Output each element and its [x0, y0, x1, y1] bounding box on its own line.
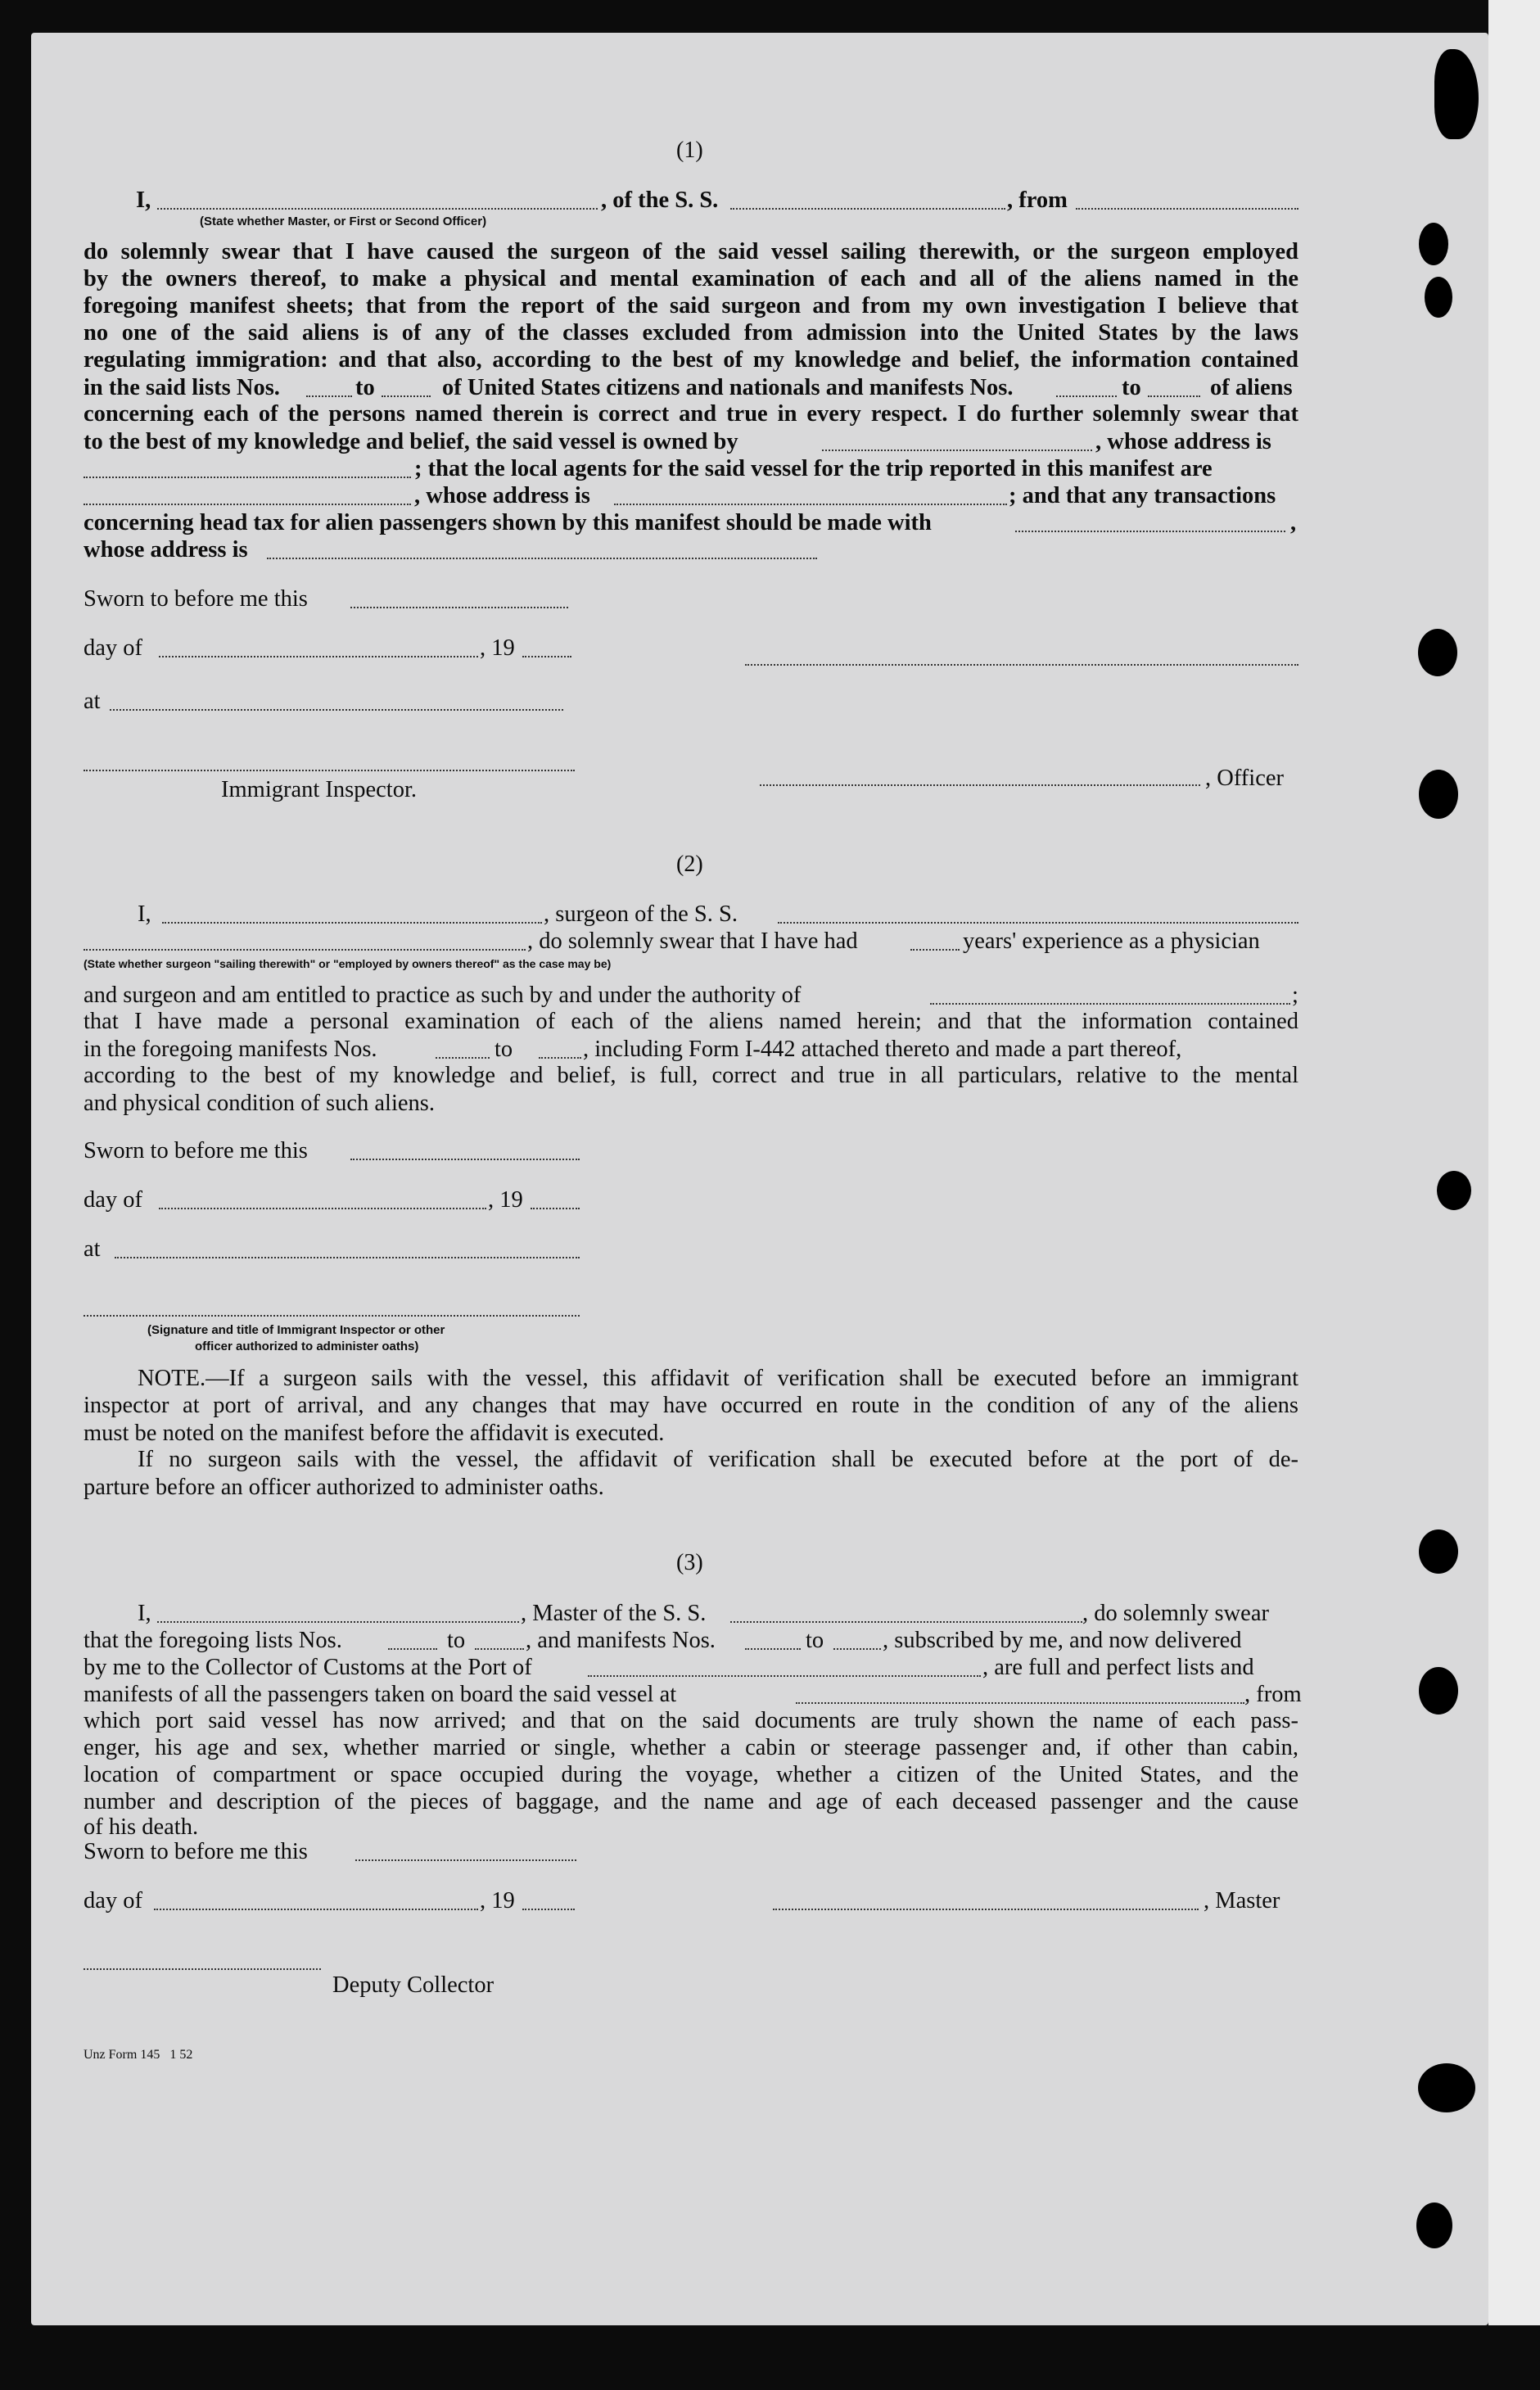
s1-address-label-1: , whose address is — [1095, 429, 1271, 454]
s3-dayof-label: day of — [84, 1888, 143, 1913]
s3-para-line7: location of compartment or space occupied during the voyage, whether a citizen of the United States, and the — [84, 1762, 1298, 1787]
s1-master-signature-field[interactable] — [745, 664, 1298, 666]
s1-dayof-label: day of — [84, 635, 143, 661]
s3-manifests-label: , and manifests Nos. — [526, 1628, 716, 1653]
s1-inspector-signature-field[interactable] — [84, 770, 575, 771]
s1-para-line2: by the owners thereof, to make a physical and mental examination of each and all of the aliens named in the — [84, 266, 1298, 291]
punch-hole-8 — [1418, 2063, 1475, 2112]
s3-from-label: , from — [1244, 1682, 1302, 1707]
s2-year-field[interactable] — [531, 1208, 580, 1209]
s1-day-field[interactable] — [159, 656, 478, 657]
s3-port-label: by me to the Collector of Customs at the Port of — [84, 1655, 532, 1680]
s3-lists-to: to — [447, 1628, 466, 1653]
s3-sworn-field[interactable] — [355, 1859, 576, 1861]
s1-year-label: , 19 — [480, 635, 515, 661]
s1-owned-label: to the best of my knowledge and belief, the said vessel is owned by — [84, 429, 738, 454]
s3-boarded-field[interactable] — [796, 1702, 1244, 1704]
s2-years-field[interactable] — [910, 949, 960, 951]
section-1-number: (1) — [676, 138, 703, 163]
s3-perfect-lists-label: , are full and perfect lists and — [982, 1655, 1254, 1680]
s3-lists-label: that the foregoing lists Nos. — [84, 1628, 342, 1653]
s2-sailing-field[interactable] — [84, 949, 526, 951]
punch-hole-5 — [1437, 1171, 1471, 1210]
s1-year-field[interactable] — [522, 656, 571, 657]
s3-collector-signature-field[interactable] — [84, 1968, 321, 1970]
s2-at-field[interactable] — [115, 1257, 580, 1258]
s2-note2-line1: If no surgeon sails with the vessel, the affidavit of verification shall be executed before at the port of de- — [138, 1447, 1298, 1472]
s2-form-label: , including Form I-442 attached thereto and made a part thereof, — [583, 1037, 1182, 1062]
punch-hole-9 — [1416, 2203, 1452, 2248]
s2-year-label: , 19 — [488, 1187, 523, 1213]
s3-subscribed-label: , subscribed by me, and now delivered — [883, 1628, 1242, 1653]
s1-at-label: at — [84, 689, 101, 714]
s3-i-label: I, — [138, 1601, 151, 1626]
s2-manifest-to: to — [495, 1037, 513, 1062]
s2-manifests-label: in the foregoing manifests Nos. — [84, 1037, 377, 1062]
s1-from-field[interactable] — [1076, 208, 1298, 210]
s3-sworn-label: Sworn to before me this — [84, 1839, 308, 1864]
s1-lists-to: to — [355, 375, 375, 400]
s2-surgeon-ss-label: , surgeon of the S. S. — [544, 901, 738, 927]
s3-master-label: , Master — [1204, 1888, 1280, 1913]
s3-manifest-from-field[interactable] — [745, 1648, 801, 1650]
s1-manifest-to: to — [1122, 375, 1141, 400]
s1-manifest-from-field[interactable] — [1056, 395, 1117, 397]
s3-day-field[interactable] — [154, 1909, 478, 1910]
s3-year-field[interactable] — [522, 1909, 575, 1910]
s3-manifest-to-field[interactable] — [833, 1648, 881, 1650]
form-identifier: Unz Form 145 1 52 — [84, 2048, 193, 2062]
s2-manifest-from-field[interactable] — [436, 1057, 490, 1059]
s1-owner-address-field[interactable] — [84, 477, 411, 478]
s2-swear-label: , do solemnly swear that I have had — [527, 928, 858, 954]
s2-dayof-label: day of — [84, 1187, 143, 1213]
s1-officer-note: (State whether Master, or First or Second Officer) — [200, 215, 487, 228]
s2-sworn-label: Sworn to before me this — [84, 1138, 308, 1163]
s3-master-name-field[interactable] — [157, 1621, 519, 1623]
s1-para-line7: concerning each of the persons named therein is correct and true in every respect. I do further solemnly swear that — [84, 401, 1298, 427]
s1-list-to-field[interactable] — [382, 395, 431, 397]
s1-of-ss-label: , of the S. S. — [601, 187, 719, 213]
s1-owner-field[interactable] — [822, 450, 1092, 451]
s1-officer-signature-field[interactable] — [760, 784, 1200, 786]
s1-manifest-to-field[interactable] — [1148, 395, 1200, 397]
s2-authority-semicolon: ; — [1292, 983, 1298, 1008]
s2-signature-caption-2: officer authorized to administer oaths) — [195, 1340, 419, 1353]
s1-transactions-label: ; and that any transactions — [1009, 483, 1276, 508]
s1-aliens-label: of aliens — [1210, 375, 1293, 400]
s2-surgeon-note: (State whether surgeon "sailing therewith" or "employed by owners thereof" as the case may be) — [84, 957, 612, 970]
s2-sworn-field[interactable] — [350, 1159, 580, 1160]
s1-address-label-3: whose address is — [84, 537, 248, 562]
s1-sworn-field[interactable] — [350, 607, 568, 608]
s1-inspector-label: Immigrant Inspector. — [221, 777, 418, 802]
s1-headtax-field[interactable] — [1015, 531, 1285, 532]
s1-headtax-comma: , — [1290, 510, 1297, 535]
s1-officer-label: , Officer — [1205, 766, 1285, 791]
s2-note-line2: inspector at port of arrival, and any changes that may have occurred en route in the condition of any of the aliens — [84, 1393, 1298, 1418]
s3-para-line6: enger, his age and sex, whether married or single, whether a cabin or steerage passenger and, if other than cabin, — [84, 1735, 1298, 1760]
s1-headtax-address-field[interactable] — [267, 558, 817, 559]
s3-collector-label: Deputy Collector — [332, 1972, 495, 1998]
s1-para-line5: regulating immigration: and that also, according to the best of my knowledge and belief, the information contained — [84, 347, 1298, 373]
s1-address-label-2: , whose address is — [414, 483, 590, 508]
s2-day-field[interactable] — [159, 1208, 486, 1209]
s2-experience-label: years' experience as a physician — [963, 928, 1260, 954]
s3-para-line8: number and description of the pieces of baggage, and the name and age of each deceased passenger and the cause — [84, 1789, 1298, 1814]
s3-para-line5: which port said vessel has now arrived; and that on the said documents are truly shown the name of each pass- — [84, 1708, 1298, 1733]
s1-sworn-label: Sworn to before me this — [84, 586, 308, 612]
s3-list-to-field[interactable] — [475, 1648, 524, 1650]
s1-lists-label: in the said lists Nos. — [84, 375, 280, 400]
s2-authority-field[interactable] — [930, 1003, 1290, 1005]
section-2-number: (2) — [676, 852, 703, 877]
s2-note-line3: must be noted on the manifest before the affidavit is executed. — [84, 1421, 665, 1446]
s1-vessel-field[interactable] — [730, 208, 1005, 210]
s2-signature-field[interactable] — [84, 1315, 580, 1317]
s2-authority-label: and surgeon and am entitled to practice as such by and under the authority of — [84, 983, 802, 1008]
s2-i-label: I, — [138, 901, 151, 927]
s1-headtax-label: concerning head tax for alien passengers shown by this manifest should be made with — [84, 510, 932, 535]
s1-para-line1: do solemnly swear that I have caused the surgeon of the said vessel sailing therewith, or the surgeon employed — [84, 239, 1298, 264]
s3-master-ss-label: , Master of the S. S. — [521, 1601, 707, 1626]
punch-hole-6 — [1419, 1529, 1458, 1574]
paper-edge-right — [1488, 0, 1540, 2390]
s1-para-line3: foregoing manifest sheets; that from the report of the said surgeon and from my own investigation I believe that — [84, 293, 1298, 319]
s3-boarded-label: manifests of all the passengers taken on board the said vessel at — [84, 1682, 677, 1707]
scan-border-bottom — [0, 2325, 1540, 2390]
s2-para-line4: that I have made a personal examination of each of the aliens named herein; and that the information contained — [84, 1009, 1298, 1034]
s3-swear-label: , do solemnly swear — [1082, 1601, 1269, 1626]
s1-agents-field[interactable] — [84, 504, 411, 505]
s2-para-line6: according to the best of my knowledge and belief, is full, correct and true in all particulars, relative to the mental — [84, 1063, 1298, 1088]
s3-manifest-to: to — [806, 1628, 824, 1653]
section-3-number: (3) — [676, 1550, 703, 1575]
punch-hole-7 — [1419, 1667, 1458, 1715]
s2-note2-line2: parture before an officer authorized to administer oaths. — [84, 1475, 604, 1500]
s1-list-from-field[interactable] — [306, 395, 352, 397]
s2-manifest-to-field[interactable] — [539, 1057, 581, 1059]
s2-surgeon-name-field[interactable] — [162, 922, 542, 924]
s1-from-label: , from — [1007, 187, 1068, 213]
s1-at-field[interactable] — [110, 709, 563, 711]
s2-vessel-field[interactable] — [778, 922, 1298, 924]
s1-agent-address-field[interactable] — [614, 504, 1007, 505]
s2-at-label: at — [84, 1236, 101, 1262]
s1-para-line4: no one of the said aliens is of any of the classes excluded from admission into the United States by the laws — [84, 320, 1298, 346]
s1-agents-label: ; that the local agents for the said vessel for the trip reported in this manifest are — [414, 456, 1213, 481]
punch-hole-4 — [1419, 770, 1458, 819]
s3-para-last: of his death. — [84, 1814, 199, 1840]
s2-para-line7: and physical condition of such aliens. — [84, 1091, 435, 1116]
s1-officer-field[interactable] — [157, 208, 598, 210]
punch-hole-2 — [1425, 277, 1452, 318]
s2-signature-caption-1: (Signature and title of Immigrant Inspector or other — [147, 1323, 445, 1337]
punch-hole-3 — [1418, 629, 1457, 676]
s3-master-signature-field[interactable] — [773, 1909, 1199, 1910]
s1-citizens-label: of United States citizens and nationals and manifests Nos. — [442, 375, 1014, 400]
s3-year-label: , 19 — [480, 1888, 515, 1913]
s2-note-line1: NOTE.—If a surgeon sails with the vessel, this affidavit of verification shall be executed before an immigrant — [138, 1366, 1298, 1391]
s3-vessel-field[interactable] — [730, 1621, 1082, 1623]
s3-list-from-field[interactable] — [388, 1648, 437, 1650]
punch-hole-1 — [1419, 223, 1448, 265]
s1-i-label: I, — [136, 187, 151, 213]
s3-port-field[interactable] — [588, 1675, 981, 1677]
